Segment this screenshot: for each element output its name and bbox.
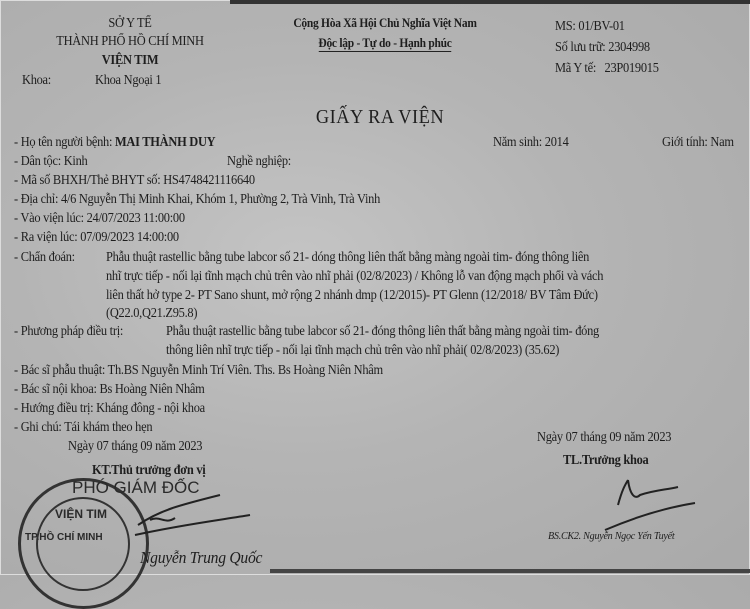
treatment-line: thông liên nhĩ trực tiếp - nối lại tĩnh mạch chủ trên vào nhĩ phải( 02/8/2023) (35.62) <box>166 342 560 357</box>
ethnicity: - Dân tộc: Kinh <box>14 153 88 168</box>
diagnosis-label: - Chẩn đoán: <box>14 249 75 264</box>
gender: Giới tính: Nam <box>662 134 734 149</box>
birth-year: Năm sinh: 2014 <box>493 134 569 149</box>
discharge-time: - Ra viện lúc: 07/09/2023 14:00:00 <box>14 229 179 244</box>
address: - Địa chỉ: 4/6 Nguyễn Thị Minh Khai, Khóm 1, Phường 2, Trà Vinh, Trà Vinh <box>14 191 381 206</box>
right-sign-date: Ngày 07 tháng 09 năm 2023 <box>537 429 672 444</box>
dept-line2: THÀNH PHỐ HỒ CHÍ MINH <box>56 33 204 48</box>
motto-text: Độc lập - Tự do - Hạnh phúc <box>318 36 452 50</box>
treatment-line: Phẫu thuật rastellic bằng tube labcor số 21- đóng thông liên thất bằng màng ngoài tim- đóng <box>166 323 599 338</box>
form-code: MS: 01/BV-01 <box>555 18 625 33</box>
right-sign-role: TL.Trưởng khoa <box>563 452 649 467</box>
right-signature <box>600 475 700 535</box>
document-title: GIẤY RA VIỆN <box>315 106 445 128</box>
internist: - Bác sĩ nội khoa: Bs Hoàng Niên Nhâm <box>14 381 205 396</box>
left-sign-role: KT.Thủ trưởng đơn vị <box>92 462 206 477</box>
dept-line1: SỞ Y TẾ <box>108 15 152 30</box>
left-signer-name: Nguyễn Trung Quốc <box>140 548 263 567</box>
khoa-value: Khoa Ngoại 1 <box>95 72 162 87</box>
hospital-name: VIỆN TIM <box>101 52 159 67</box>
treatment-direction: - Hướng điều trị: Kháng đông - nội khoa <box>14 400 205 415</box>
notes: - Ghi chú: Tái khám theo hẹn <box>14 419 153 434</box>
khoa-label: Khoa: <box>22 72 51 87</box>
diagnosis-line: liên thất hở type 2- PT Sano shunt, mở rộng 2 nhánh dmp (12/2015)- PT Glenn (12/2018/ BV Tâm Đức) <box>106 287 598 302</box>
left-signature <box>130 490 260 550</box>
archive-number: Số lưu trữ: 2304998 <box>555 39 650 54</box>
right-signer-name: BS.CK2. Nguyễn Ngọc Yến Tuyết <box>548 530 675 542</box>
scan-edge <box>270 569 750 573</box>
left-sign-date: Ngày 07 tháng 09 năm 2023 <box>68 438 203 453</box>
admission-time: - Vào viện lúc: 24/07/2023 11:00:00 <box>14 210 185 225</box>
occupation: Nghề nghiệp: <box>227 153 291 168</box>
diagnosis-line: (Q22.0,Q21.Z95.8) <box>106 305 198 320</box>
stamp-text: VIỆN TIM <box>55 507 108 521</box>
motto <box>270 36 500 51</box>
left-sign-title: PHÓ GIÁM ĐỐC <box>72 478 200 497</box>
country-name: Cộng Hòa Xã Hội Chủ Nghĩa Việt Nam <box>293 16 477 30</box>
surgeons: - Bác sĩ phẫu thuật: Th.BS Nguyễn Minh Trí Viên. Ths. Bs Hoàng Niên Nhâm <box>14 362 383 377</box>
diagnosis-line: nhĩ trực tiếp - nối lại tĩnh mạch chủ trên vào nhĩ phải (02/8/2023) / Không lỗ van động mạch phổi và vách <box>106 268 604 283</box>
scan-edge <box>230 0 750 4</box>
treatment-label: - Phương pháp điều trị: <box>14 323 124 338</box>
insurance-number: - Mã số BHXH/Thẻ BHYT số: HS4748421116640 <box>14 172 255 187</box>
patient-name-row: - Họ tên người bệnh: MAI THÀNH DUY <box>14 134 216 149</box>
diagnosis-line: Phẫu thuật rastellic bằng tube labcor số 21- dóng thông liên thất bằng màng ngoài tim- đóng thông liên <box>106 249 590 264</box>
medical-code: Mã Y tế: 23P019015 <box>555 60 659 75</box>
stamp-text: TP.HỒ CHÍ MINH <box>25 532 103 543</box>
